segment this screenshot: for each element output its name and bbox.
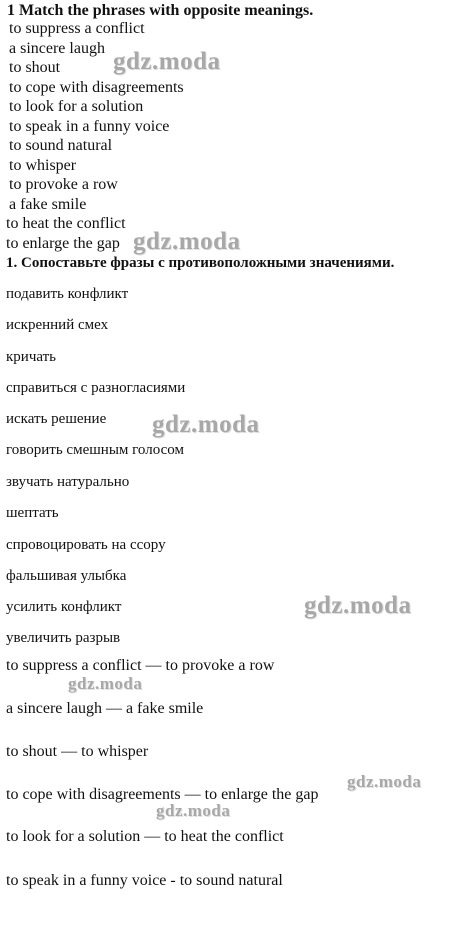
answer-pair: to suppress a conflict — to provoke a row bbox=[6, 657, 275, 674]
phrase-ru: говорить смешным голосом bbox=[6, 442, 184, 458]
phrase-en: to provoke a row bbox=[9, 176, 118, 193]
watermark: gdz.moda bbox=[68, 674, 143, 693]
phrase-en: to whisper bbox=[9, 157, 77, 174]
phrase-en: to cope with disagreements bbox=[9, 79, 184, 96]
phrase-ru: справиться с разногласиями bbox=[6, 380, 186, 396]
phrase-ru: фальшивая улыбка bbox=[6, 568, 127, 584]
phrase-ru: искренний смех bbox=[6, 317, 109, 333]
phrase-ru: спровоцировать на ссору bbox=[6, 537, 166, 553]
phrase-ru: шептать bbox=[6, 505, 59, 521]
answer-pair: to speak in a funny voice - to sound natural bbox=[6, 872, 283, 889]
phrase-ru: увеличить разрыв bbox=[6, 630, 121, 646]
phrase-en: to speak in a funny voice bbox=[9, 118, 170, 135]
phrase-en: to shout bbox=[9, 59, 61, 76]
phrase-ru: звучать натурально bbox=[6, 474, 130, 490]
phrase-en: to heat the conflict bbox=[6, 215, 126, 232]
phrase-ru: искать решение bbox=[6, 411, 107, 427]
watermark: gdz.moda bbox=[347, 772, 422, 791]
watermark: gdz.moda bbox=[113, 48, 221, 75]
answer-pair: to shout — to whisper bbox=[6, 743, 149, 760]
phrase-en: to look for a solution bbox=[9, 98, 144, 115]
task-heading-ru: 1. Сопоставьте фразы с противоположными значениями. bbox=[6, 255, 395, 271]
answer-pair: to cope with disagreements — to enlarge the gap bbox=[6, 786, 319, 803]
watermark: gdz.moda bbox=[152, 411, 260, 438]
phrase-ru: усилить конфликт bbox=[6, 599, 122, 615]
phrase-en: a fake smile bbox=[9, 196, 87, 213]
phrase-ru: кричать bbox=[6, 349, 57, 365]
watermark: gdz.moda bbox=[156, 801, 231, 820]
answer-pair: a sincere laugh — a fake smile bbox=[6, 700, 204, 717]
watermark: gdz.moda bbox=[133, 228, 241, 255]
phrase-en: to suppress a conflict bbox=[9, 20, 145, 37]
task-heading-en: 1 Match the phrases with opposite meanings. bbox=[7, 2, 314, 19]
phrase-en: to sound natural bbox=[9, 137, 113, 154]
answer-pair: to look for a solution — to heat the conflict bbox=[6, 828, 284, 845]
phrase-en: a sincere laugh bbox=[9, 40, 105, 57]
watermark: gdz.moda bbox=[304, 592, 412, 619]
phrase-en: to enlarge the gap bbox=[6, 235, 120, 252]
phrase-ru: подавить конфликт bbox=[6, 286, 129, 302]
